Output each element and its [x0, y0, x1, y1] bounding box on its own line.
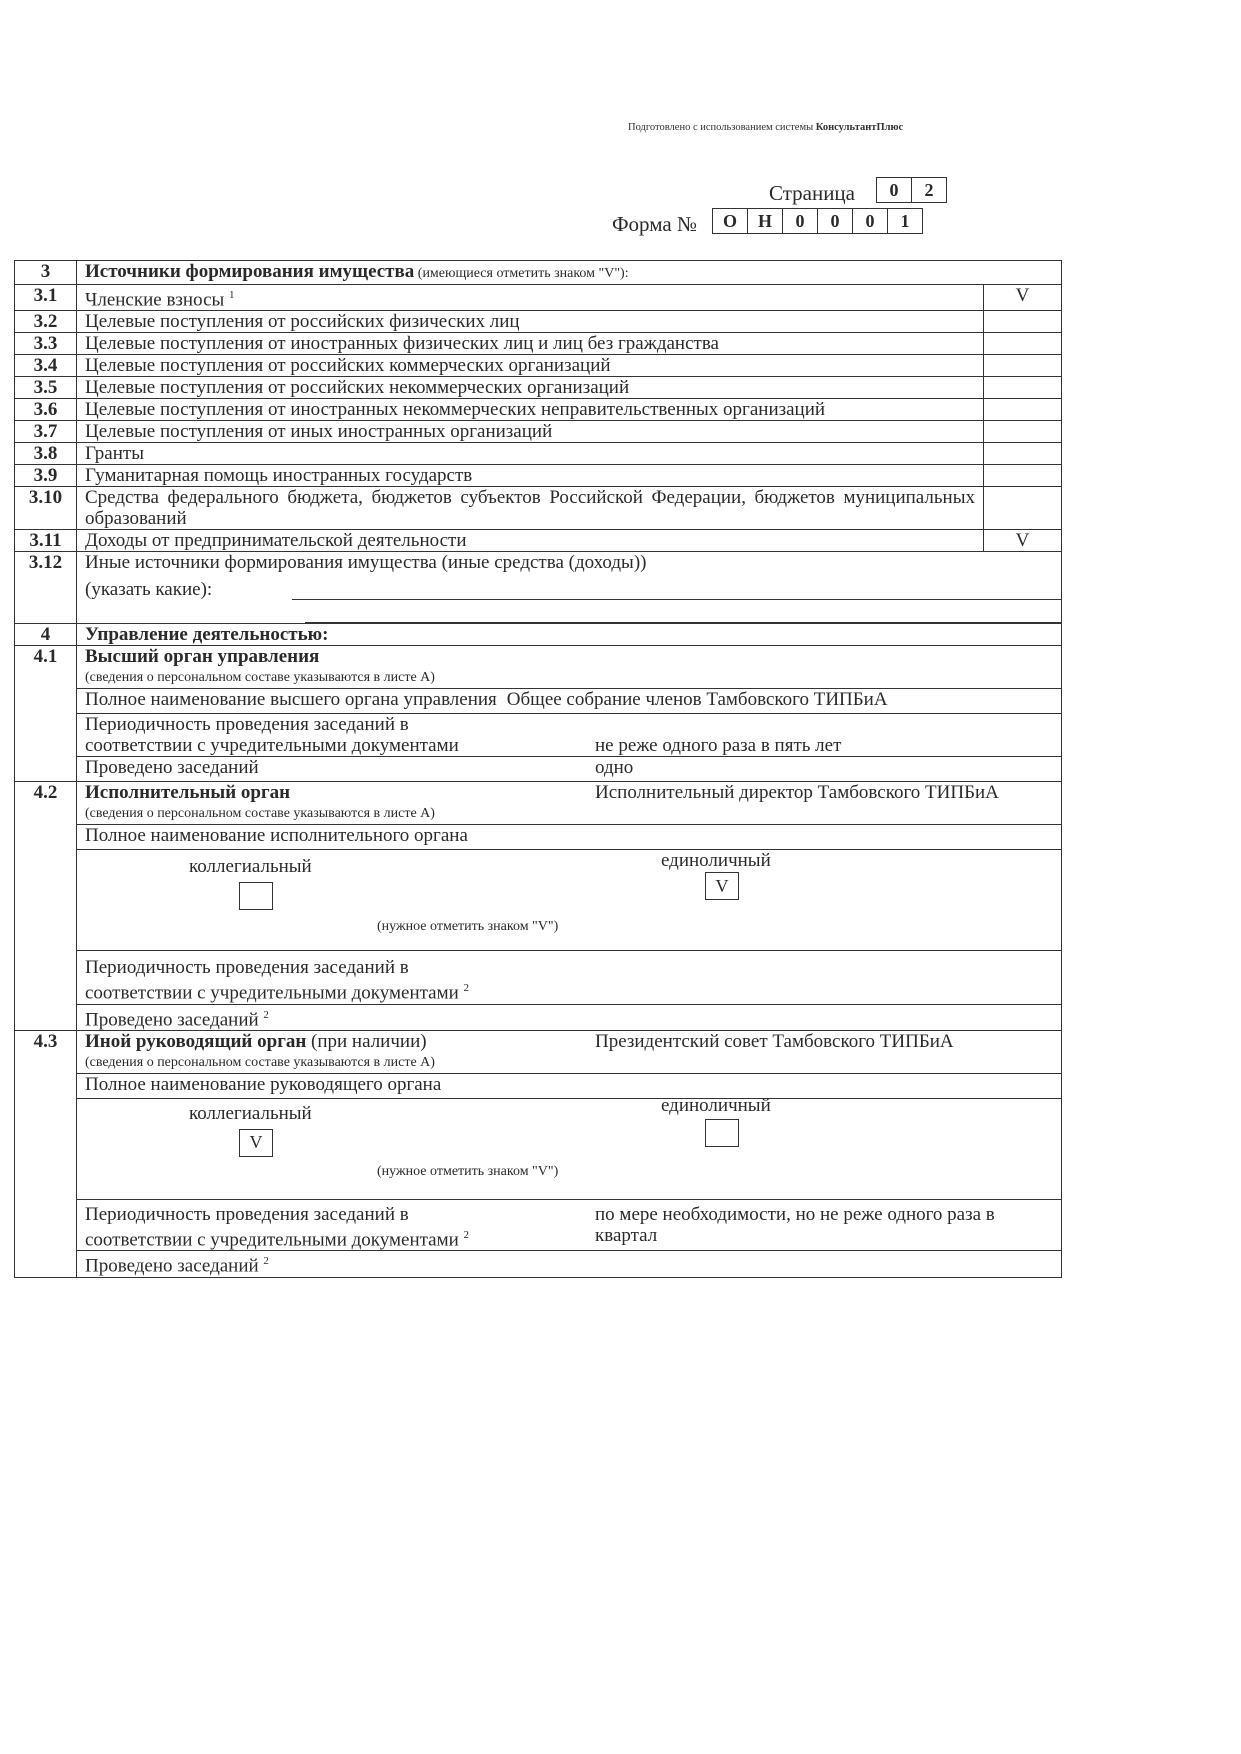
row-number: 3.12 — [15, 552, 77, 624]
row-text: Целевые поступления от российских некоммерческих организаций — [77, 377, 984, 399]
row-number: 3.4 — [15, 355, 77, 377]
row-text: Членские взносы — [85, 289, 225, 311]
row-mark[interactable] — [984, 377, 1062, 399]
page-digit: 2 — [912, 177, 947, 203]
consultant-note — [628, 122, 903, 133]
other-governing-body-title: Иной руководящий орган — [85, 1030, 307, 1052]
sole-label: единоличный — [661, 1094, 771, 1116]
other-governing-body-type-choice — [77, 1094, 1061, 1200]
form-digit: 1 — [888, 208, 923, 234]
row-number: 4.1 — [15, 646, 77, 782]
other-governing-body-title-block — [77, 1031, 585, 1073]
other-governing-body-name-label: Полное наименование руководящего органа — [85, 1073, 442, 1095]
other-sources-input-line[interactable] — [292, 579, 1061, 600]
row-number: 3.3 — [15, 333, 77, 355]
period-label-line-1: Периодичность проведения заседаний в — [85, 1203, 409, 1225]
footnote-ref: 2 — [263, 1255, 269, 1268]
section-4-header — [15, 624, 1062, 646]
table-row — [15, 530, 1062, 552]
period-value-line-2: квартал — [595, 1224, 658, 1246]
other-governing-body-title-line — [85, 1031, 585, 1052]
footnote-ref: 2 — [263, 1008, 269, 1021]
table-row — [15, 465, 1062, 487]
table-row — [15, 355, 1062, 377]
row-number: 3.11 — [15, 530, 77, 552]
table-row — [15, 285, 1062, 311]
period-label-line-2: соответствии с учредительными документами — [85, 1229, 459, 1251]
collegial-label: коллегиальный — [189, 856, 312, 878]
period-value-line-1: по мере необходимости, но не реже одного раза в — [595, 1203, 995, 1225]
footnote-ref: 2 — [463, 982, 470, 995]
supreme-body-name-label: Полное наименование высшего органа управления — [85, 689, 497, 711]
executive-body-title: Исполнительный орган — [85, 782, 291, 804]
other-sources-cell — [77, 552, 1062, 624]
row-number: 3.5 — [15, 377, 77, 399]
table-row — [15, 311, 1062, 333]
row-mark[interactable] — [984, 399, 1062, 421]
period-label-line-2: соответствии с учредительными документами — [85, 982, 459, 1004]
mark-note: (нужное отметить знаком "V") — [377, 919, 559, 935]
other-governing-body-held-label — [77, 1251, 269, 1276]
personnel-note: (сведения о персональном составе указываются в листе А) — [85, 1054, 435, 1070]
executive-body-heading — [77, 782, 1061, 825]
other-governing-body-period-row — [77, 1200, 1061, 1251]
row-number: 3.7 — [15, 421, 77, 443]
table-row — [15, 399, 1062, 421]
other-sources-label: Иные источники формирования имущества (иные средства (доходы)) — [85, 552, 647, 574]
personnel-note: (сведения о персональном составе указываются в листе А) — [85, 806, 435, 822]
page-label: Страница — [768, 181, 855, 205]
row-mark[interactable] — [984, 355, 1062, 377]
period-label-line-1: Периодичность проведения заседаний в — [85, 957, 409, 979]
form-number — [611, 208, 923, 236]
table-row — [15, 377, 1062, 399]
form-digit: 0 — [818, 208, 853, 234]
row-number: 4.2 — [15, 782, 77, 1031]
held-label: Проведено заседаний — [85, 1008, 259, 1030]
row-text: Гранты — [77, 443, 984, 465]
row-mark[interactable] — [984, 443, 1062, 465]
supreme-body-held-label: Проведено заседаний — [85, 757, 259, 779]
form-digit: 0 — [783, 208, 818, 234]
form-label: Форма № — [611, 212, 697, 236]
mark-note: (нужное отметить знаком "V") — [377, 1163, 559, 1179]
form-digit: О — [712, 208, 748, 234]
other-governing-body-name-row — [77, 1074, 1061, 1099]
other-sources-specify-row — [85, 573, 1061, 600]
consultant-prefix: Подготовлено с использованием системы — [628, 122, 816, 133]
row-text-cell — [77, 285, 984, 311]
page-digit: 0 — [876, 177, 912, 203]
sole-checkbox[interactable] — [705, 1119, 739, 1147]
section-3-title-cell — [77, 261, 1062, 285]
table-row — [15, 487, 1062, 530]
row-text: Гуманитарная помощь иностранных государств — [77, 465, 984, 487]
other-governing-body-period-value[interactable] — [585, 1204, 1061, 1250]
row-number: 4.3 — [15, 1030, 77, 1277]
collegial-checkbox[interactable]: V — [239, 1129, 273, 1157]
executive-body-name-row — [77, 825, 1061, 850]
personnel-note: (сведения о персональном составе указываются в листе А) — [85, 670, 435, 686]
supreme-body-period-label — [77, 714, 585, 756]
other-governing-body-title-note: (при наличии) — [306, 1030, 427, 1052]
executive-body-cell — [77, 782, 1062, 1031]
row-number: 3.9 — [15, 465, 77, 487]
row-number: 3.6 — [15, 399, 77, 421]
section-3-title-note: (имеющиеся отметить знаком "V"): — [414, 266, 629, 281]
other-governing-body-period-label — [77, 1204, 585, 1250]
other-sources-specify-label: (указать какие): — [85, 579, 213, 601]
executive-body-type-choice — [77, 850, 1061, 951]
sole-label: единоличный — [661, 850, 771, 872]
section-4-title: Управление деятельностью: — [77, 624, 1062, 646]
row-text: Доходы от предпринимательской деятельности — [77, 530, 984, 552]
held-label: Проведено заседаний — [85, 1255, 259, 1277]
row-mark[interactable] — [984, 311, 1062, 333]
consultant-brand: КонсультантПлюс — [815, 122, 904, 133]
supreme-body-cell — [77, 646, 1062, 782]
row-text: Целевые поступления от российских физических лиц — [77, 311, 984, 333]
supreme-body-name-row — [77, 689, 1061, 714]
period-label-line-2: соответствии с учредительными документами — [85, 735, 459, 757]
executive-body-held-label — [77, 1005, 269, 1030]
row-number: 3.2 — [15, 311, 77, 333]
form-digit-boxes — [712, 208, 923, 234]
supreme-body-heading — [77, 646, 1061, 689]
other-governing-body-value[interactable]: Президентский совет Тамбовского ТИПБиА — [595, 1030, 954, 1052]
page-number — [768, 177, 947, 205]
row-number: 3.1 — [15, 285, 77, 311]
executive-body-name-label: Полное наименование исполнительного органа — [85, 825, 468, 847]
form-table — [14, 260, 1062, 1278]
footnote-ref: 2 — [463, 1228, 470, 1241]
row-text: Средства федерального бюджета, бюджетов субъектов Российской Федерации, бюджетов муниципальных образований — [77, 487, 984, 530]
section-4-3 — [15, 1030, 1062, 1277]
collegial-checkbox[interactable] — [239, 882, 273, 910]
form-digit: Н — [748, 208, 783, 234]
row-mark[interactable] — [984, 465, 1062, 487]
table-row — [15, 421, 1062, 443]
form-digit: 0 — [853, 208, 888, 234]
table-row — [15, 333, 1062, 355]
executive-body-held-row — [77, 1005, 1061, 1030]
table-row-other-sources — [15, 552, 1062, 624]
period-label-line-1: Периодичность проведения заседаний в — [85, 714, 409, 736]
executive-body-title-block — [77, 782, 585, 824]
supreme-body-held-row — [77, 757, 1061, 781]
page-digit-boxes — [876, 177, 947, 203]
section-4-1 — [15, 646, 1062, 782]
footnote-ref: 1 — [229, 289, 235, 301]
collegial-label: коллегиальный — [189, 1102, 312, 1124]
row-text: Целевые поступления от иностранных физических лиц и лиц без гражданства — [77, 333, 984, 355]
executive-body-value[interactable]: Исполнительный директор Тамбовского ТИПБиА — [595, 782, 999, 804]
supreme-body-period-row — [77, 714, 1061, 757]
executive-body-period-row — [77, 951, 1061, 1004]
row-mark[interactable] — [984, 421, 1062, 443]
table-row — [15, 443, 1062, 465]
row-text: Целевые поступления от российских коммерческих организаций — [77, 355, 984, 377]
section-4-number: 4 — [15, 624, 77, 646]
row-mark[interactable] — [984, 333, 1062, 355]
supreme-body-title: Высший орган управления — [85, 646, 320, 668]
other-sources-input-line-2[interactable] — [305, 600, 1061, 623]
section-3-title: Источники формирования имущества — [85, 261, 415, 282]
row-text: Целевые поступления от иностранных некоммерческих неправительственных организаций — [77, 399, 984, 421]
row-number: 3.10 — [15, 487, 77, 530]
executive-body-period-label — [77, 957, 469, 1003]
sole-checkbox[interactable]: V — [705, 872, 739, 900]
other-governing-body-heading — [77, 1031, 1061, 1074]
other-governing-body-held-row — [77, 1251, 1061, 1276]
other-governing-body-cell — [77, 1030, 1062, 1277]
section-3-header — [15, 261, 1062, 285]
supreme-body-period-value[interactable]: не реже одного раза в пять лет — [595, 735, 842, 757]
section-3-number: 3 — [15, 261, 77, 285]
row-mark[interactable]: V — [984, 285, 1062, 311]
supreme-body-held-value[interactable]: одно — [595, 757, 634, 779]
section-4-2 — [15, 782, 1062, 1031]
supreme-body-name-value[interactable]: Общее собрание членов Тамбовского ТИПБиА — [506, 689, 888, 711]
row-number: 3.8 — [15, 443, 77, 465]
row-text: Целевые поступления от иных иностранных организаций — [77, 421, 984, 443]
row-mark[interactable]: V — [984, 530, 1062, 552]
row-mark[interactable] — [984, 487, 1062, 530]
